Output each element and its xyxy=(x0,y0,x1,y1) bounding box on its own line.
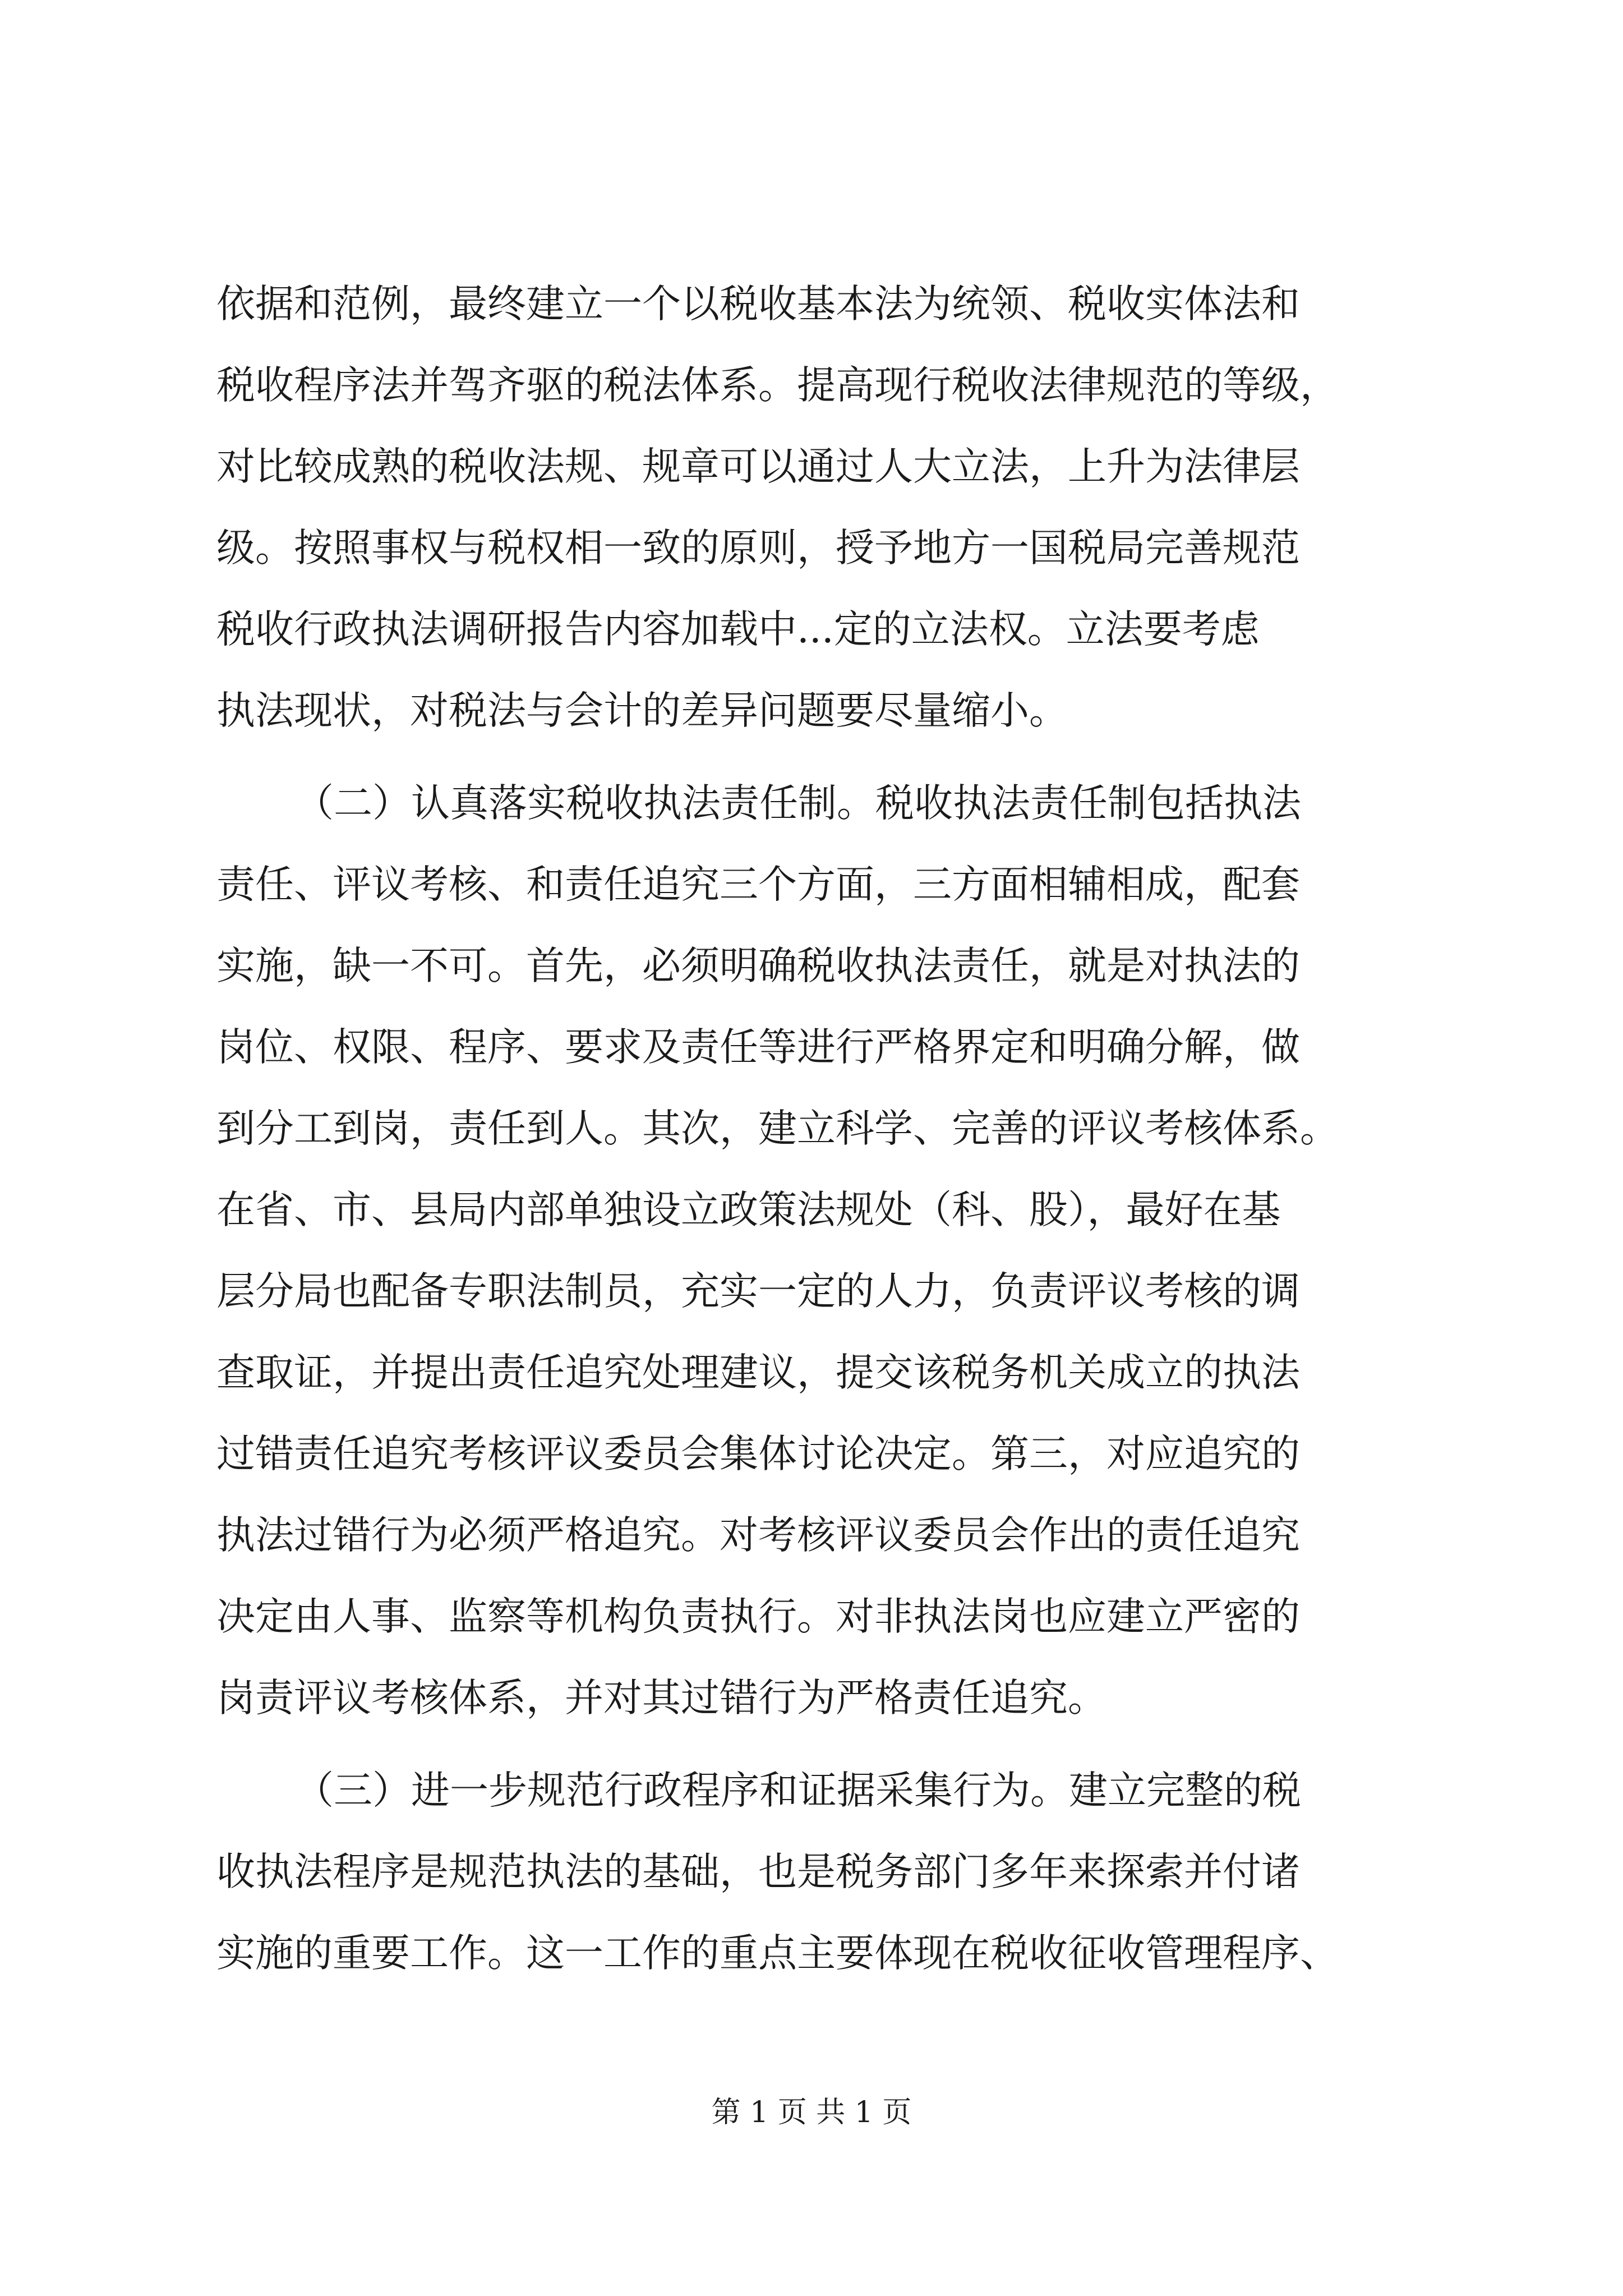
text-line: 对比较成熟的税收法规、规章可以通过人大立法，上升为法律层 xyxy=(216,444,1300,489)
text-line: 过错责任追究考核评议委员会集体讨论决定。第三，对应追究的 xyxy=(216,1432,1300,1476)
document-body xyxy=(216,264,1408,1994)
text-line: 在省、市、县局内部单独设立政策法规处（科、股），最好在基 xyxy=(216,1188,1281,1232)
text-line: 岗责评议考核体系，并对其过错行为严格责任追究。 xyxy=(216,1676,1106,1720)
text-line: 依据和范例，最终建立一个以税收基本法为统领、税收实体法和 xyxy=(216,282,1300,326)
text-line: 责任、评议考核、和责任追究三个方面，三方面相辅相成，配套 xyxy=(216,862,1300,907)
page-footer: 第 1 页 共 1 页 xyxy=(711,2096,912,2129)
text-line: 到分工到岗，责任到人。其次，建立科学、完善的评议考核体系。 xyxy=(216,1106,1339,1151)
text-line: 实施，缺一不可。首先，必须明确税收执法责任，就是对执法的 xyxy=(216,944,1300,988)
text-line: 查取证，并提出责任追究处理建议，提交该税务机关成立的执法 xyxy=(216,1350,1300,1395)
paragraph-heading-line: （三）进一步规范行政程序和证据采集行为。建立完整的税 xyxy=(295,1768,1301,1813)
text-line: 决定由人事、监察等机构负责执行。对非执法岗也应建立严密的 xyxy=(216,1594,1300,1639)
text-line: 税收行政执法调研报告内容加载中...定的立法权。立法要考虑 xyxy=(216,607,1260,652)
text-line: 岗位、权限、程序、要求及责任等进行严格界定和明确分解，做 xyxy=(216,1025,1300,1070)
text-line: 层分局也配备专职法制员，充实一定的人力，负责评议考核的调 xyxy=(216,1269,1300,1314)
text-line: 执法现状，对税法与会计的差异问题要尽量缩小。 xyxy=(216,688,1068,733)
text-line: 执法过错行为必须严格追究。对考核评议委员会作出的责任追究 xyxy=(216,1513,1300,1558)
text-line: 税收程序法并驾齐驱的税法体系。提高现行税收法律规范的等级， xyxy=(216,363,1339,408)
paragraph-heading-line: （二）认真落实税收执法责任制。税收执法责任制包括执法 xyxy=(295,781,1301,826)
text-line: 收执法程序是规范执法的基础，也是税务部门多年来探索并付诸 xyxy=(216,1849,1300,1894)
text-line: 级。按照事权与税权相一致的原则，授予地方一国税局完善规范 xyxy=(216,526,1300,570)
text-line: 实施的重要工作。这一工作的重点主要体现在税收征收管理程序、 xyxy=(216,1931,1339,1976)
